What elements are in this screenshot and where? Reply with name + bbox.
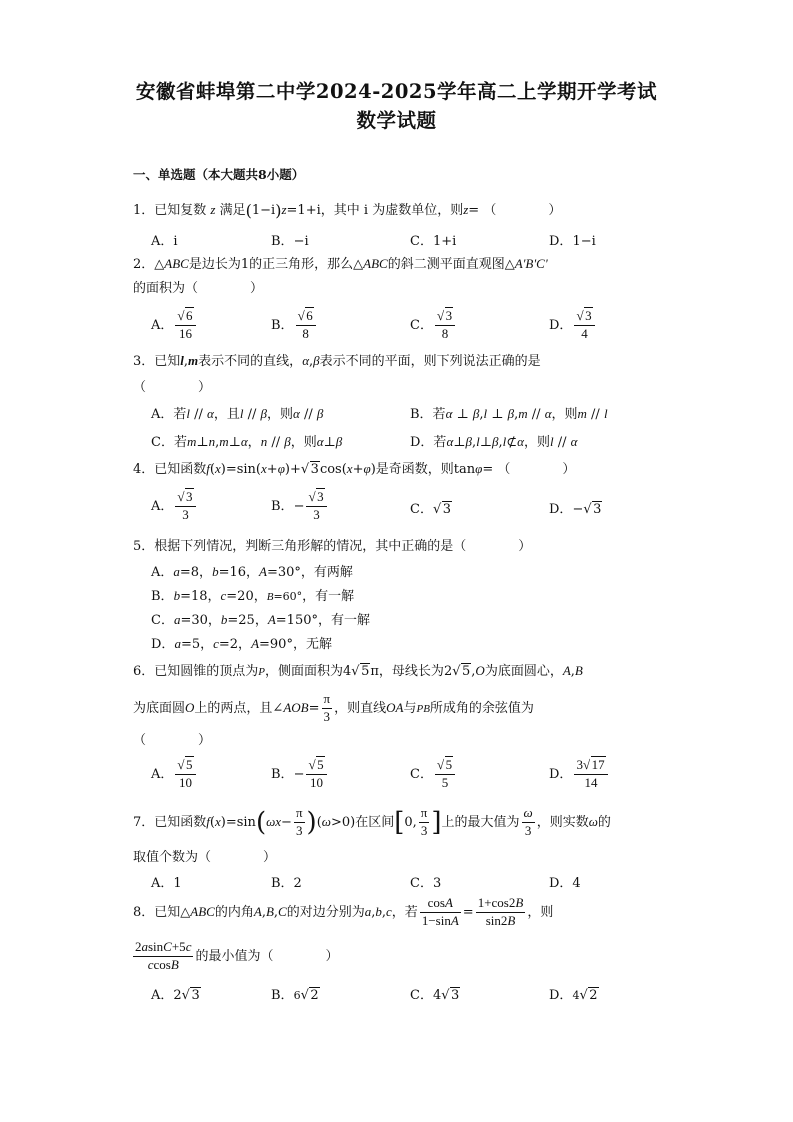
- question-2-option-a: A． $\frac{√ 6}{16}$: [151, 309, 198, 342]
- question-4-option-b: B．− $\frac{√ 3}{3}$: [271, 490, 329, 523]
- question-8-option-b: B．6√ 2: [271, 988, 319, 1003]
- question-6-stem: 6．已知圆锥的顶点为P，侧面面积为4√ 5π，母线长为2√ 5,O为底面圆心，A,B: [133, 663, 583, 679]
- question-7-option-c: C．3: [410, 876, 442, 891]
- question-1-stem: 1．已知复数 z 满足(1−i)z=1+i，其中 i 为虚数单位，则z= （ ）: [133, 201, 562, 220]
- question-8-stem: 8．已知△ABC的内角A,B,C的对边分别为a,b,c，若 $\frac{\cos A}{1-\sin A}$ = $\frac{1+\cos 2B}{\sin 2B}$ ，则: [133, 895, 554, 928]
- question-3-option-a: A．若l // α，且l // β，则α // β: [151, 406, 324, 422]
- question-1-option-b: B．−i: [271, 234, 309, 249]
- question-7-option-b: B．2: [271, 876, 302, 891]
- question-1-option-c: C．1+i: [410, 234, 457, 249]
- question-4-stem: 4．已知函数f(x)=sin(x+φ)+√ 3cos(x+φ)是奇函数，则tanφ= （ ）: [133, 461, 576, 477]
- question-6-stem-line3: （ ）: [133, 733, 212, 748]
- question-3-stem-line2: （ ）: [133, 380, 212, 395]
- question-6-option-d: D． $\frac{3√ 17}{14}$: [549, 758, 610, 791]
- question-8-stem-line2: $\frac{2asinC+5c}{ccosB}$ 的最小值为（ ）: [135, 939, 339, 972]
- question-4-option-d: D．−√ 3: [549, 502, 602, 517]
- question-3-option-b: B．若α ⊥ β,l ⊥ β,m // α，则m // l: [410, 406, 608, 422]
- question-5-option-c: C．a=30，b=25，A=150°，有一解: [151, 612, 371, 628]
- question-2-stem-line2: 的面积为（ ）: [133, 281, 264, 296]
- question-3-option-d: D．若α⊥β,l⊥β,l⊄α，则l // α: [410, 434, 578, 450]
- question-2-option-b: B． $\frac{√ 6}{8}$: [271, 309, 318, 342]
- question-4-option-a: A． $\frac{√ 3}{3}$: [151, 490, 198, 523]
- question-3-option-c: C．若m⊥n,m⊥α，n // β，则α⊥β: [151, 434, 343, 450]
- exam-title: 安徽省蚌埠第二中学2024-2025学年高二上学期开学考试: [135, 80, 658, 103]
- question-8-option-c: C．4√ 3: [410, 988, 460, 1003]
- question-8-option-d: D．4√ 2: [549, 988, 598, 1003]
- question-2-option-c: C． $\frac{√ 3}{8}$: [410, 309, 457, 342]
- question-7-option-d: D．4: [549, 876, 581, 891]
- exam-subtitle: 数学试题: [356, 109, 437, 132]
- question-8-option-a: A．2√ 3: [151, 988, 200, 1003]
- question-5-option-a: A．a=8，b=16，A=30°，有两解: [151, 564, 353, 580]
- section-heading: 一、单选题（本大题共8小题）: [133, 167, 305, 182]
- question-6-option-a: A． $\frac{√ 5}{10}$: [151, 758, 198, 791]
- question-7-option-a: A．1: [151, 876, 182, 891]
- question-6-stem-line2: 为底面圆O上的两点，且∠AOB= $\frac{\pi}{3}$ ，则直线OA与PB所成角的余弦值为: [133, 691, 534, 724]
- question-6-option-b: B．− $\frac{√ 5}{10}$: [271, 758, 329, 791]
- question-5-option-b: B．b=18，c=20，B=60°，有一解: [151, 588, 355, 604]
- question-2-stem: 2．△ABC是边长为1的正三角形，那么△ABC的斜二测平面直观图△A'B'C': [133, 256, 548, 272]
- question-1-option-d: D．1−i: [549, 234, 596, 249]
- question-4-option-c: C．√ 3: [410, 502, 452, 517]
- question-5-stem: 5．根据下列情况，判断三角形解的情况，其中正确的是（ ）: [133, 539, 532, 554]
- question-7-stem-line2: 取值个数为（ ）: [133, 850, 277, 865]
- question-3-stem: 3．已知l,m表示不同的直线，α,β表示不同的平面，则下列说法正确的是: [133, 353, 541, 369]
- question-2-option-d: D． $\frac{√ 3}{4}$: [549, 309, 597, 342]
- question-1-option-a: A．i: [151, 234, 178, 249]
- question-5-option-d: D．a=5，c=2，A=90°，无解: [151, 636, 332, 652]
- question-7-stem: 7．已知函数f(x)=sin(ωx− $\frac{\pi}{3}$ )(ω>0)在区间[0, $\frac{\pi}{3}$ ]上的最大值为 $\frac{\omega}{3}$ ，则实数ω的: [133, 805, 611, 838]
- question-6-option-c: C． $\frac{√ 5}{5}$: [410, 758, 457, 791]
